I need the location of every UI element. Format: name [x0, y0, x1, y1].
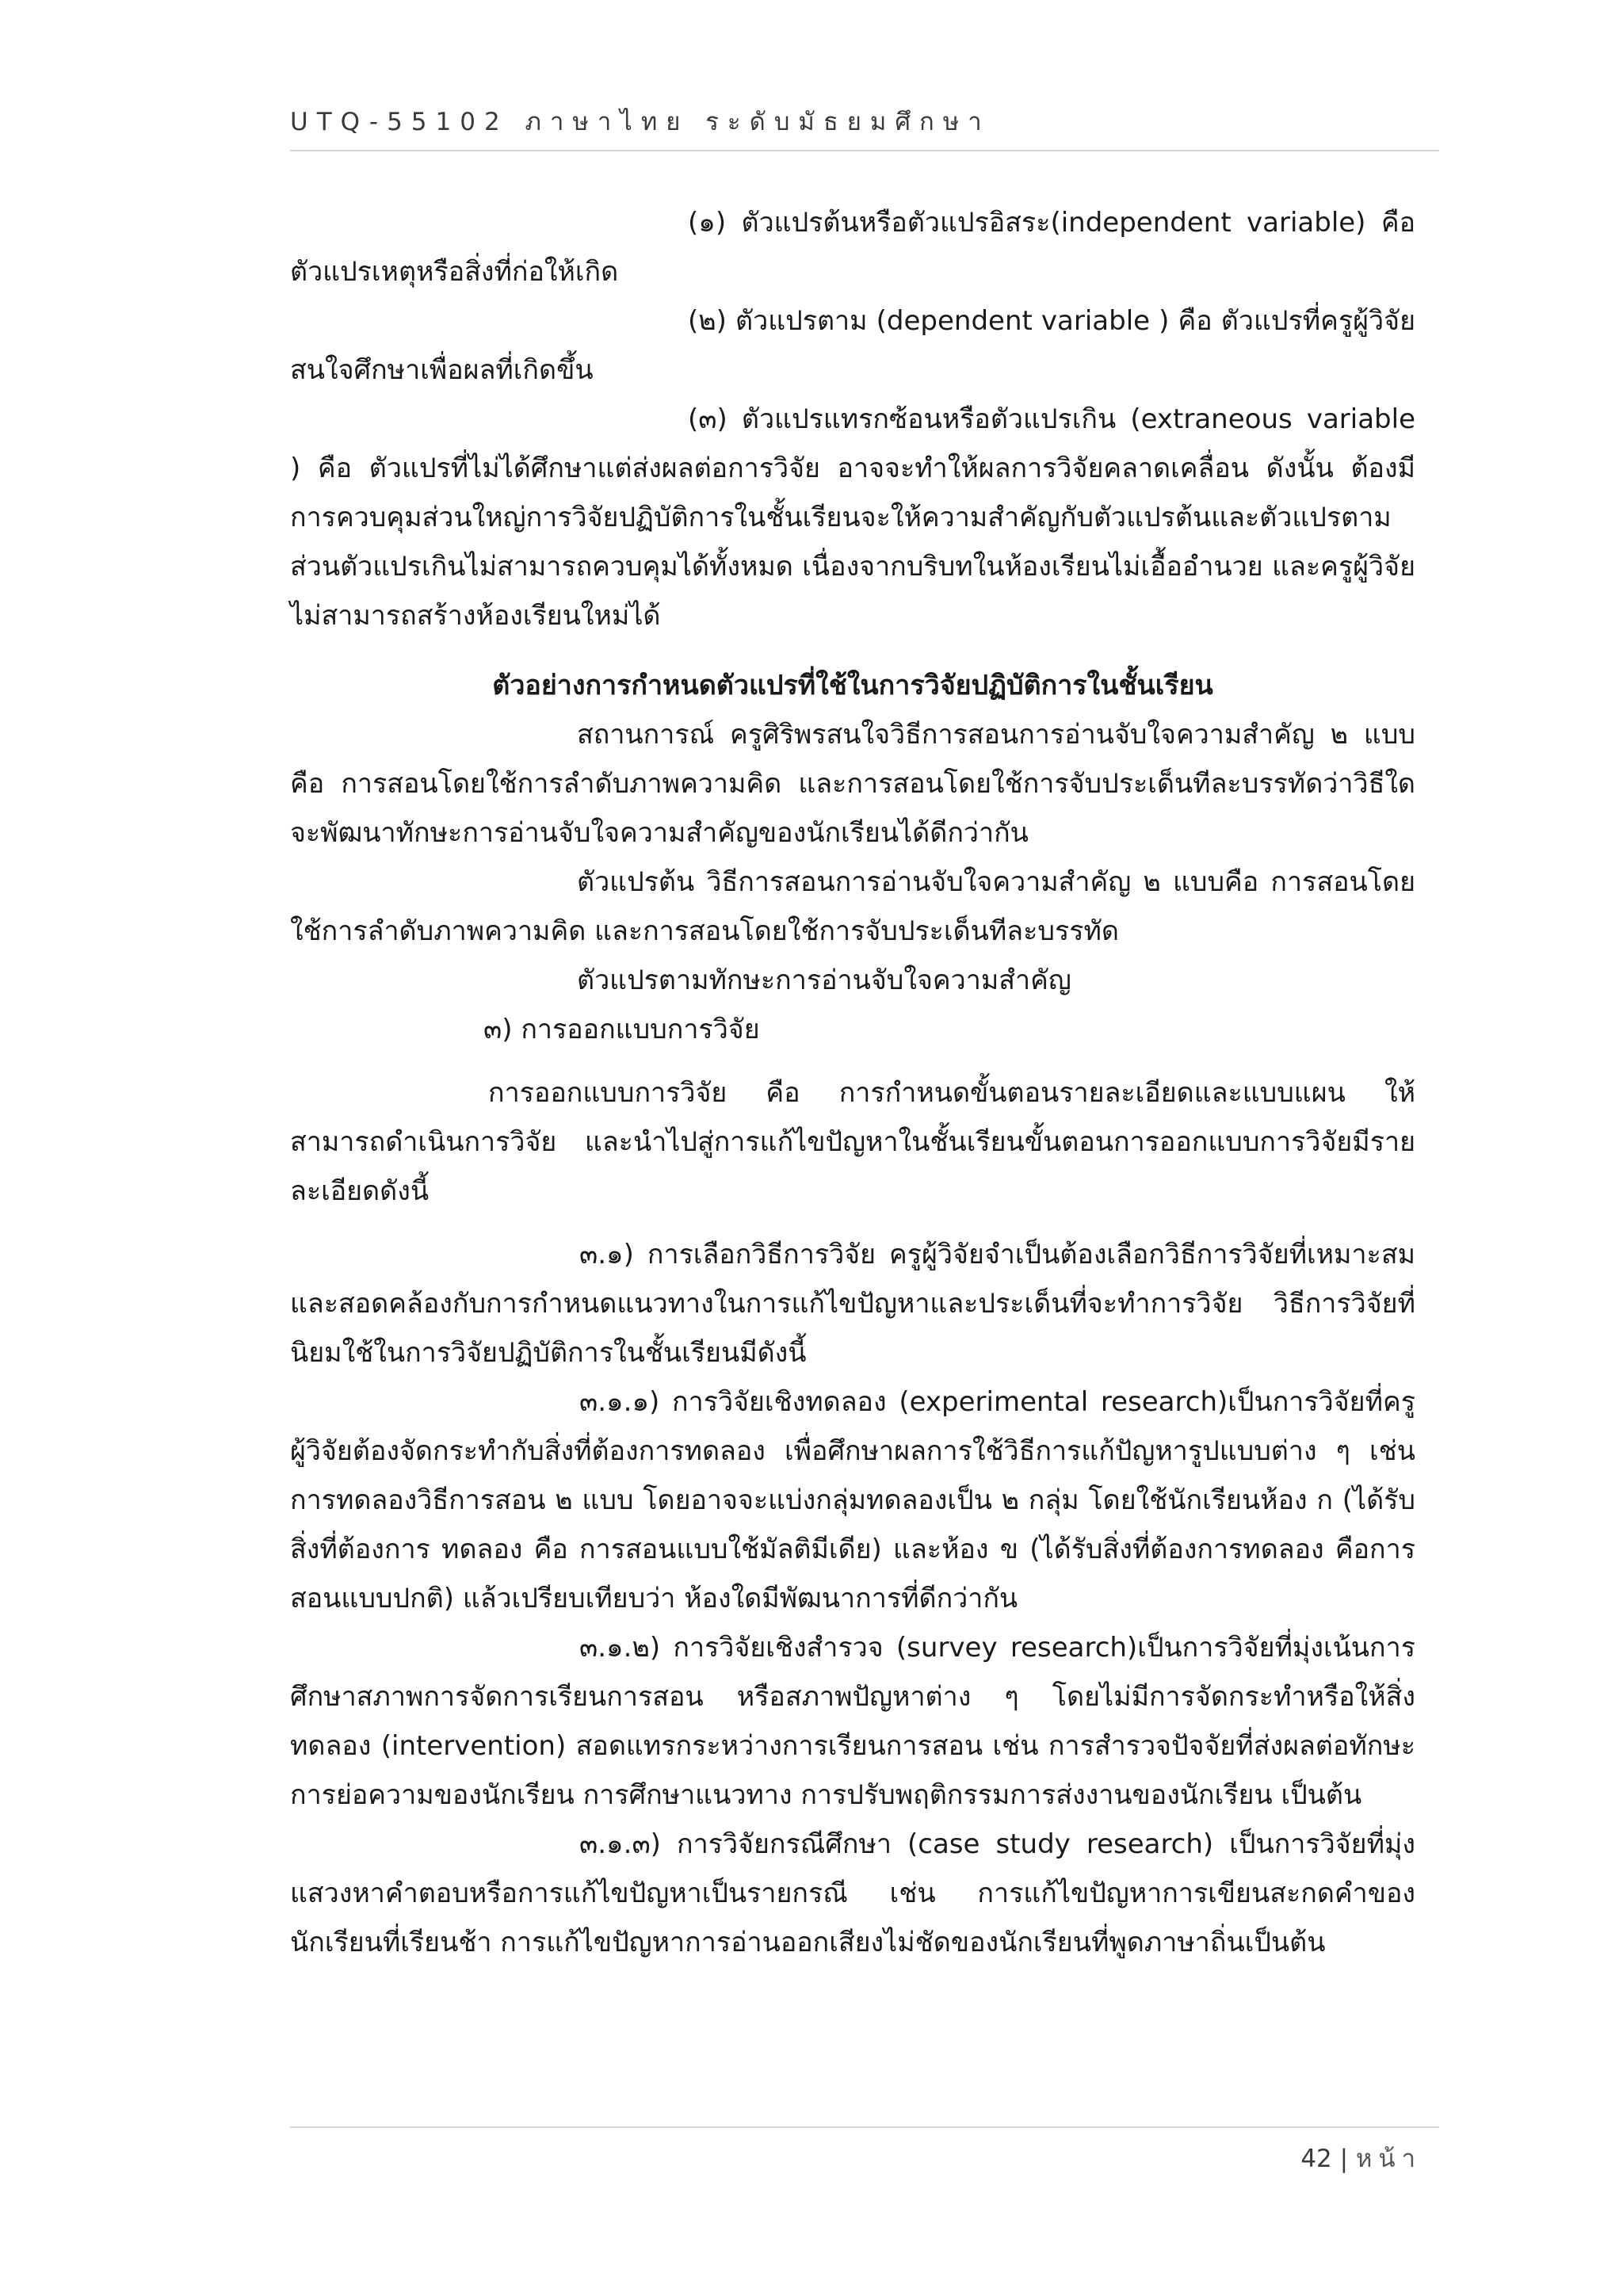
paragraph-situation: สถานการณ์ ครูศิริพรสนใจวิธีการสอนการอ่านจับใจความสำคัญ ๒ แบบ คือ การสอนโดยใช้การลำดับภาพความคิด และการสอนโดยใช้การจับประเด็นทีละบรรทัดว่าวิธีใดจะพัฒนาทักษะการอ่านจับใจความสำคัญของนักเรียนได้ดีกว่ากัน [290, 719, 1415, 849]
running-header: UTQ-55102 ภาษาไทย ระดับมัธยมศึกษา [290, 108, 991, 136]
footer-separator: | [1339, 2145, 1349, 2173]
paragraph-method-selection: ๓.๑) การเลือกวิธีการวิจัย ครูผู้วิจัยจำเป็นต้องเลือกวิธีการวิจัยที่เหมาะสมและสอดคล้องกับการกำหนดแนวทางในการแก้ไขปัญหาและประเด็นที่จะทำการวิจัย วิธีการวิจัยที่นิยมใช้ในการวิจัยปฏิบัติการในชั้นเรียนมีดังนี้ [290, 1239, 1415, 1369]
page-footer [1300, 2138, 1422, 2178]
paragraph-survey-research: ๓.๑.๒) การวิจัยเชิงสำรวจ (survey research)เป็นการวิจัยที่มุ่งเน้นการศึกษาสภาพการจัดการเรียนการสอน หรือสภาพปัญหาต่าง ๆ โดยไม่มีการจัดกระทำหรือให้สิ่งทดลอง (intervention) สอดแทรกระหว่างการเรียนการสอน เช่น การสำรวจปัจจัยที่ส่งผลต่อทักษะการย่อความของนักเรียน การศึกษาแนวทาง การปรับพฤติกรรมการส่งงานของนักเรียน เป็นต้น [290, 1632, 1415, 1811]
paragraph-case-study-research: ๓.๑.๓) การวิจัยกรณีศึกษา (case study research) เป็นการวิจัยที่มุ่งแสวงหาคำตอบหรือการแก้ไขปัญหาเป็นรายกรณี เช่น การแก้ไขปัญหาการเขียนสะกดคำของนักเรียนที่เรียนช้า การแก้ไขปัญหาการอ่านออกเสียงไม่ชัดของนักเรียนที่พูดภาษาถิ่นเป็นต้น [290, 1828, 1415, 1958]
paragraph-dependent-example: ตัวแปรตามทักษะการอ่านจับใจความสำคัญ [577, 965, 1071, 996]
paragraph-research-design: การออกแบบการวิจัย คือ การกำหนดขั้นตอนรายละเอียดและแบบแผน ให้สามารถดำเนินการวิจัย และนำไปสู่การแก้ไขปัญหาในชั้นเรียนขั้นตอนการออกแบบการวิจัยมีรายละเอียดดังนี้ [290, 1077, 1415, 1207]
footer-divider [290, 2126, 1439, 2128]
page-number: 42 [1300, 2145, 1332, 2173]
paragraph-extraneous-variable: (๓) ตัวแปรแทรกซ้อนหรือตัวแปรเกิน (extraneous variable ) คือ ตัวแปรที่ไม่ได้ศึกษาแต่ส่งผลต่อการวิจัย อาจจะทำให้ผลการวิจัยคลาดเคลื่อน ดังนั้น ต้องมีการควบคุมส่วนใหญ่การวิจัยปฏิบัติการในชั้นเรียนจะให้ความสำคัญกับตัวแปรต้นและตัวแปรตาม ส่วนตัวแปรเกินไม่สามารถควบคุมได้ทั้งหมด เนื่องจากบริบทในห้องเรียนไม่เอื้ออำนวย และครูผู้วิจัยไม่สามารถสร้างห้องเรียนใหม่ได้ [290, 403, 1415, 632]
section-heading: ตัวอย่างการกำหนดตัวแปรที่ใช้ในการวิจัยปฏิบัติการในชั้นเรียน [492, 670, 1213, 701]
paragraph-dependent-variable: (๒) ตัวแปรตาม (dependent variable ) คือ ตัวแปรที่ครูผู้วิจัย สนใจศึกษาเพื่อผลที่เกิดขึ้น [290, 305, 1415, 386]
body-text [290, 198, 1415, 1967]
subheading-research-design: ๓) การออกแบบการวิจัย [483, 1014, 760, 1045]
paragraph-independent-example: ตัวแปรต้น วิธีการสอนการอ่านจับใจความสำคัญ ๒ แบบคือ การสอนโดยใช้การลำดับภาพความคิด และการสอนโดยใช้การจับประเด็นทีละบรรทัด [290, 866, 1415, 947]
paragraph-experimental-research: ๓.๑.๑) การวิจัยเชิงทดลอง (experimental research)เป็นการวิจัยที่ครูผู้วิจัยต้องจัดกระทำกับสิ่งที่ต้องการทดลอง เพื่อศึกษาผลการใช้วิธีการแก้ปัญหารูปแบบต่าง ๆ เช่น การทดลองวิธีการสอน ๒ แบบ โดยอาจจะแบ่งกลุ่มทดลองเป็น ๒ กลุ่ม โดยใช้นักเรียนห้อง ก (ได้รับสิ่งที่ต้องการ ทดลอง คือ การสอนแบบใช้มัลติมีเดีย) และห้อง ข (ได้รับสิ่งที่ต้องการทดลอง คือการสอนแบบปกติ) แล้วเปรียบเทียบว่า ห้องใดมีพัฒนาการที่ดีกว่ากัน [290, 1386, 1415, 1614]
paragraph-independent-variable: (๑) ตัวแปรต้นหรือตัวแปรอิสระ(independent variable) คือ ตัวแปรเหตุหรือสิ่งที่ก่อให้เกิด [290, 207, 1415, 288]
header-divider [290, 150, 1439, 151]
page-label: หน้า [1355, 2145, 1422, 2173]
